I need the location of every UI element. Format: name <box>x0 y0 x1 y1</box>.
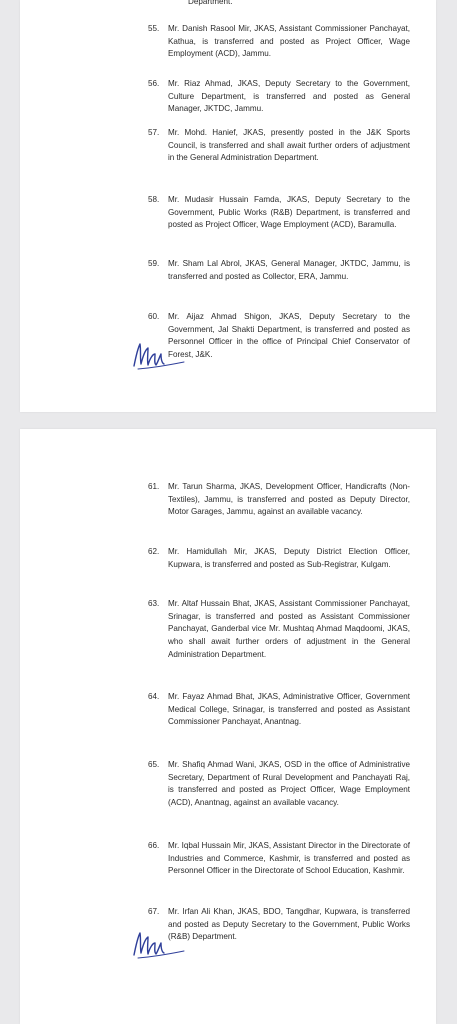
item-text: Mr. Iqbal Hussain Mir, JKAS, Assistant Director in the Directorate of Industries and Commerce, Kashmir, is transferred and posted as Personnel Officer in the Directorate of School Education, Kashmir. <box>168 841 410 876</box>
item-text: Mr. Sham Lal Abrol, JKAS, General Manager, JKTDC, Jammu, is transferred and posted as Collector, ERA, Jammu. <box>168 259 410 281</box>
order-item-67 <box>148 906 410 944</box>
item-number: 56. <box>148 79 160 88</box>
item-number: 62. <box>148 547 160 556</box>
order-item-57 <box>148 127 410 165</box>
item-text: Mr. Mohd. Hanief, JKAS, presently posted in the J&K Sports Council, is transferred and shall await further orders of adjustment in the General Administration Department. <box>168 128 410 163</box>
document-page-1 <box>20 0 436 412</box>
signature-icon <box>130 336 188 374</box>
order-item-60 <box>148 311 410 362</box>
signature-icon <box>130 925 188 963</box>
document-page-2 <box>20 429 436 1024</box>
order-item-62 <box>148 546 410 571</box>
order-item-64 <box>148 691 410 729</box>
item-text: Mr. Danish Rasool Mir, JKAS, Assistant Commissioner Panchayat, Kathua, is transferred and posted as Project Officer, Wage Employment (ACD), Jammu. <box>168 24 410 59</box>
order-item-59 <box>148 258 410 283</box>
item-number: 55. <box>148 24 160 33</box>
item-text: Mr. Mudasir Hussain Famda, JKAS, Deputy Secretary to the Government, Public Works (R&B) Department, is transferred and posted as Project Officer, Wage Employment (ACD), Baramulla. <box>168 195 410 230</box>
item-number: 60. <box>148 312 160 321</box>
order-item-66 <box>148 840 410 878</box>
item-number: 67. <box>148 907 160 916</box>
item-number: 59. <box>148 259 160 268</box>
item-text: Mr. Altaf Hussain Bhat, JKAS, Assistant Commissioner Panchayat, Srinagar, is transferred and posted as Assistant Commissioner Panchayat, Ganderbal vice Mr. Mushtaq Ahmad Maqdoomi, JKAS, who shall await further orders of adjustment in the General Administration Department. <box>168 599 410 659</box>
order-item-55 <box>148 23 410 61</box>
item-text: Mr. Irfan Ali Khan, JKAS, BDO, Tangdhar, Kupwara, is transferred and posted as Deputy Secretary to the Government, Public Works (R&B) Department. <box>168 907 410 942</box>
carryover-text: Department. <box>188 0 233 6</box>
item-number: 61. <box>148 482 160 491</box>
item-number: 63. <box>148 599 160 608</box>
item-text: Mr. Tarun Sharma, JKAS, Development Officer, Handicrafts (Non-Textiles), Jammu, is transferred and posted as Deputy Director, Motor Garages, Jammu, against an available vacancy. <box>168 482 410 517</box>
item-text: Mr. Fayaz Ahmad Bhat, JKAS, Administrative Officer, Government Medical College, Srinagar, is transferred and posted as Assistant Commissioner Panchayat, Anantnag. <box>168 692 410 727</box>
item-number: 58. <box>148 195 160 204</box>
order-item-65 <box>148 759 410 810</box>
order-item-58 <box>148 194 410 232</box>
item-number: 57. <box>148 128 160 137</box>
order-item-61 <box>148 481 410 519</box>
item-number: 66. <box>148 841 160 850</box>
order-item-63 <box>148 598 410 662</box>
item-number: 64. <box>148 692 160 701</box>
item-text: Mr. Hamidullah Mir, JKAS, Deputy District Election Officer, Kupwara, is transferred and posted as Sub-Registrar, Kulgam. <box>168 547 410 569</box>
order-item-56 <box>148 78 410 116</box>
item-text: Mr. Riaz Ahmad, JKAS, Deputy Secretary to the Government, Culture Department, is transferred and posted as General Manager, JKTDC, Jammu. <box>168 79 410 114</box>
item-text: Mr. Shafiq Ahmad Wani, JKAS, OSD in the office of Administrative Secretary, Department of Rural Development and Panchayati Raj, is transferred and posted as Project Officer, Wage Employment (ACD), Anantnag, against an available vacancy. <box>168 760 410 808</box>
item-number: 65. <box>148 760 160 769</box>
item-text: Mr. Aijaz Ahmad Shigon, JKAS, Deputy Secretary to the Government, Jal Shakti Department, is transferred and posted as Personnel Officer in the office of Principal Chief Conservator of Forest, J&K. <box>168 312 410 360</box>
